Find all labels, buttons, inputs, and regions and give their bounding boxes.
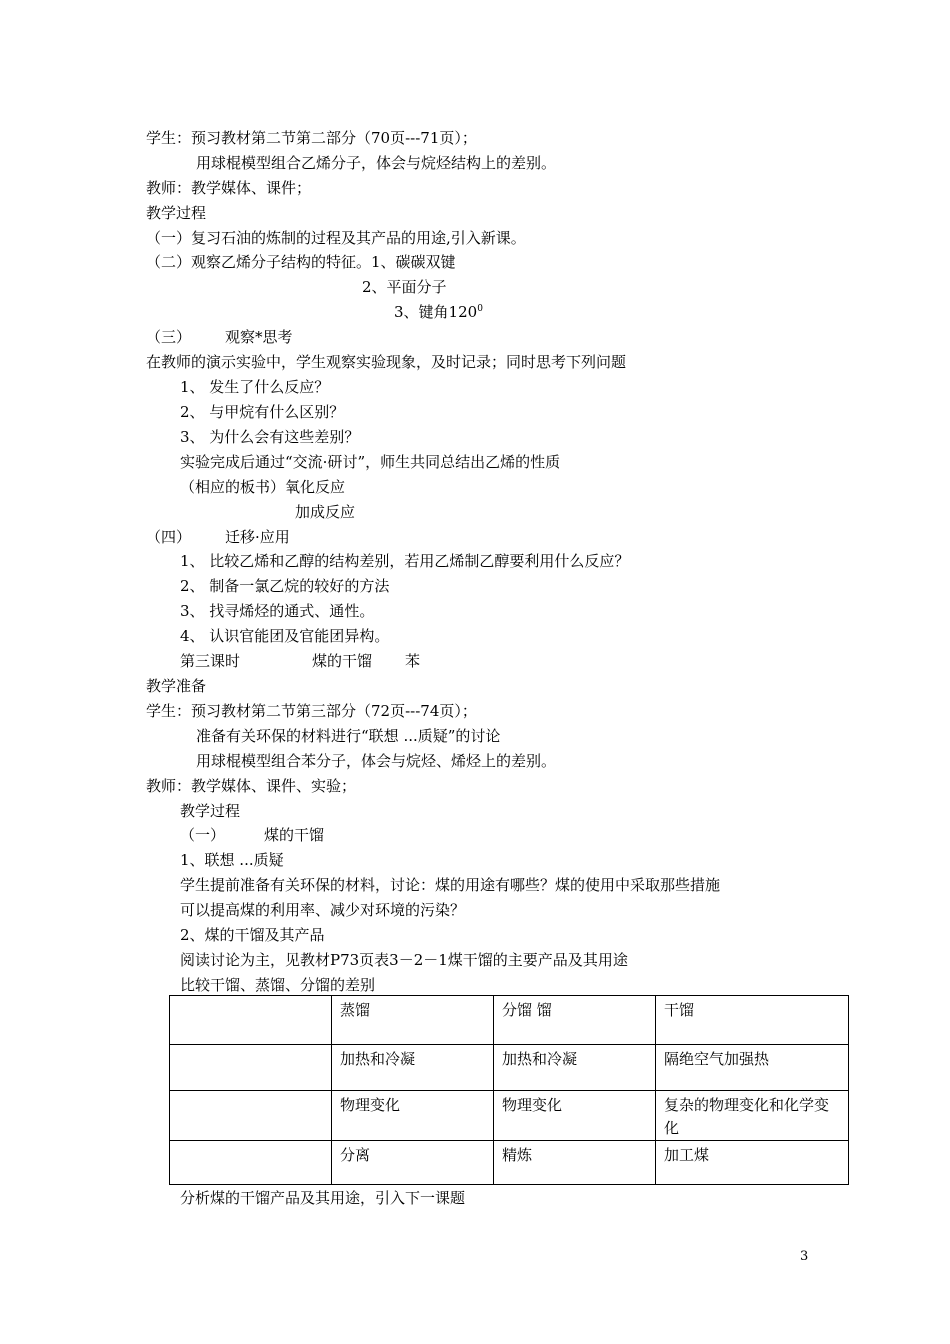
section-heading: 教学准备 — [146, 677, 207, 695]
text-line: 实验完成后通过“交流·研讨”，师生共同总结出乙烯的性质 — [180, 453, 561, 471]
text-line: 2、平面分子 — [362, 278, 447, 296]
text-line: 学生：预习教材第二节第三部分（72页---74页）； — [146, 702, 477, 720]
section-title: 观察*思考 — [225, 328, 293, 346]
table-cell: 物理变化 — [494, 1091, 656, 1141]
text-line: 学生：预习教材第二节第二部分（70页---71页）； — [146, 129, 477, 147]
list-item: 1、 发生了什么反应？ — [180, 378, 330, 396]
text-line: 用球棍模型组合乙烯分子，体会与烷烃结构上的差别。 — [196, 154, 557, 172]
table-row — [170, 1091, 849, 1141]
list-item: 3、 找寻烯烃的通式、通性。 — [180, 602, 375, 620]
bond-angle-text: 3、键角120 — [394, 303, 478, 321]
text-line — [394, 302, 483, 322]
section-heading: 教学过程 — [146, 204, 207, 222]
table-cell: 加热和冷凝 — [332, 1045, 494, 1091]
text-line: 分析煤的干馏产品及其用途，引入下一课题 — [180, 1189, 466, 1207]
table-cell: 精炼 — [494, 1141, 656, 1185]
section-label: （四） — [146, 528, 192, 546]
lesson-title: 煤的干馏 — [312, 652, 373, 670]
text-line: 可以提高煤的利用率、减少对环境的污染？ — [180, 901, 466, 919]
section-label: （一） — [180, 826, 226, 844]
page-number: 3 — [800, 1249, 809, 1264]
table-cell: 物理变化 — [332, 1091, 494, 1141]
text-line: （二）观察乙烯分子结构的特征。1、碳碳双键 — [146, 253, 456, 271]
comparison-table — [169, 995, 849, 1185]
text-line: 学生提前准备有关环保的材料，讨论：煤的用途有哪些？煤的使用中采取那些措施 — [180, 876, 721, 894]
text-line: 1、联想 ...质疑 — [180, 851, 284, 869]
list-item: 1、 比较乙烯和乙醇的结构差别，若用乙烯制乙醇要利用什么反应？ — [180, 552, 630, 570]
text-line: 教师：教学媒体、课件； — [146, 179, 312, 197]
text-line: 阅读讨论为主，见教材P73页表3－2－1煤干馏的主要产品及其用途 — [180, 951, 628, 969]
table-cell: 分馏 馏 — [494, 996, 656, 1045]
text-line: 比较干馏、蒸馏、分馏的差别 — [180, 976, 376, 994]
table-cell — [170, 996, 332, 1045]
text-line: （一）复习石油的炼制的过程及其产品的用途,引入新课。 — [146, 229, 526, 247]
text-line: 教师：教学媒体、课件、实验； — [146, 777, 357, 795]
table-row — [170, 1141, 849, 1185]
table-cell: 加工煤 — [656, 1141, 849, 1185]
list-item: 2、 与甲烷有什么区别？ — [180, 403, 345, 421]
lesson-label: 第三课时 — [180, 652, 241, 670]
table-cell: 复杂的物理变化和化学变化 — [656, 1091, 849, 1141]
table-cell: 隔绝空气加强热 — [656, 1045, 849, 1091]
table-cell: 分离 — [332, 1141, 494, 1185]
list-item: 4、 认识官能团及官能团异构。 — [180, 627, 390, 645]
table-cell — [170, 1091, 332, 1141]
text-line: 2、煤的干馏及其产品 — [180, 926, 325, 944]
table-cell — [170, 1141, 332, 1185]
section-title: 煤的干馏 — [264, 826, 325, 844]
text-line: （相应的板书）氧化反应 — [180, 478, 346, 496]
text-line: 在教师的演示实验中，学生观察实验现象，及时记录；同时思考下列问题 — [146, 353, 627, 371]
table-cell — [170, 1045, 332, 1091]
section-heading: 教学过程 — [180, 802, 241, 820]
text-line: 准备有关环保的材料进行“联想 ...质疑”的讨论 — [196, 727, 501, 745]
section-label: （三） — [146, 328, 192, 346]
list-item: 2、 制备一氯乙烷的较好的方法 — [180, 577, 390, 595]
table-cell: 干馏 — [656, 996, 849, 1045]
table-cell: 蒸馏 — [332, 996, 494, 1045]
lesson-title: 苯 — [405, 652, 421, 670]
text-line: 加成反应 — [295, 503, 356, 521]
degree-superscript: 0 — [477, 304, 483, 314]
table-cell: 加热和冷凝 — [494, 1045, 656, 1091]
list-item: 3、 为什么会有这些差别？ — [180, 428, 360, 446]
table-row — [170, 996, 849, 1045]
text-line: 用球棍模型组合苯分子，体会与烷烃、烯烃上的差别。 — [196, 752, 557, 770]
section-title: 迁移·应用 — [225, 528, 290, 546]
table-row — [170, 1045, 849, 1091]
